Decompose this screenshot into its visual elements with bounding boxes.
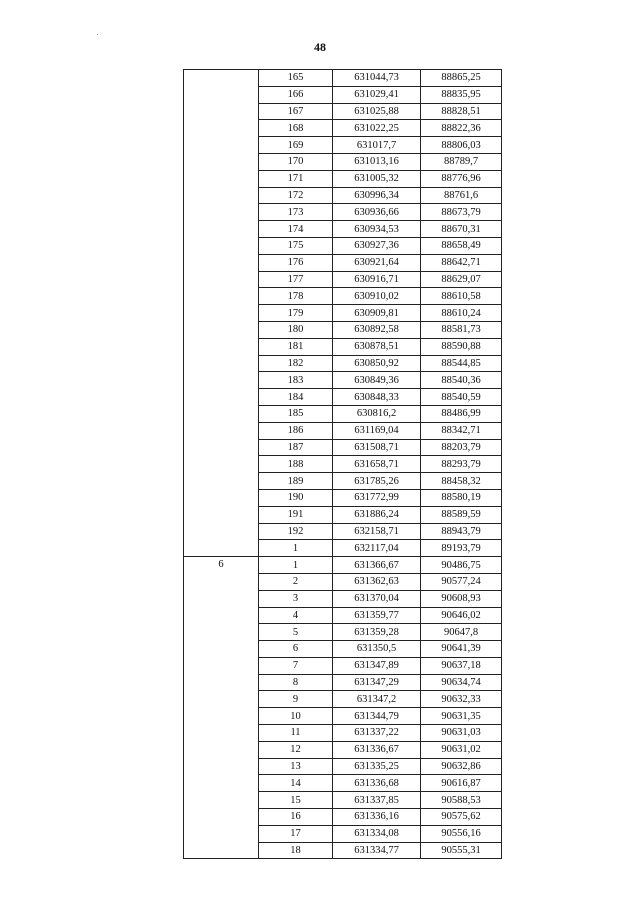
- y-coordinate-cell: 88943,79: [421, 523, 502, 540]
- x-coordinate-cell: 631334,77: [333, 842, 421, 859]
- x-coordinate-cell: 630921,64: [333, 254, 421, 271]
- x-coordinate-cell: 631347,29: [333, 674, 421, 691]
- x-coordinate-cell: 631785,26: [333, 473, 421, 490]
- point-number-cell: 178: [259, 288, 333, 305]
- point-number-cell: 6: [259, 641, 333, 658]
- point-number-cell: 177: [259, 271, 333, 288]
- page-number: 48: [314, 40, 326, 54]
- x-coordinate-cell: 630816,2: [333, 405, 421, 422]
- point-number-cell: 11: [259, 725, 333, 742]
- y-coordinate-cell: 88458,32: [421, 473, 502, 490]
- x-coordinate-cell: 630850,92: [333, 355, 421, 372]
- x-coordinate-cell: 631336,67: [333, 741, 421, 758]
- point-number-cell: 179: [259, 305, 333, 322]
- point-number-cell: 171: [259, 170, 333, 187]
- y-coordinate-cell: 88761,6: [421, 187, 502, 204]
- point-number-cell: 191: [259, 506, 333, 523]
- point-number-cell: 192: [259, 523, 333, 540]
- y-coordinate-cell: 90577,24: [421, 573, 502, 590]
- x-coordinate-cell: 631337,22: [333, 725, 421, 742]
- y-coordinate-cell: 90631,03: [421, 725, 502, 742]
- x-coordinate-cell: 631336,16: [333, 809, 421, 826]
- y-coordinate-cell: 88203,79: [421, 439, 502, 456]
- point-number-cell: 167: [259, 103, 333, 120]
- point-number-cell: 3: [259, 590, 333, 607]
- x-coordinate-cell: 631334,08: [333, 825, 421, 842]
- y-coordinate-cell: 90575,62: [421, 809, 502, 826]
- y-coordinate-cell: 88642,71: [421, 254, 502, 271]
- y-coordinate-cell: 88822,36: [421, 120, 502, 137]
- point-number-cell: 175: [259, 237, 333, 254]
- y-coordinate-cell: 88540,36: [421, 372, 502, 389]
- x-coordinate-cell: 631366,67: [333, 557, 421, 574]
- x-coordinate-cell: 630916,71: [333, 271, 421, 288]
- y-coordinate-cell: 90634,74: [421, 674, 502, 691]
- x-coordinate-cell: 631362,63: [333, 573, 421, 590]
- point-number-cell: 16: [259, 809, 333, 826]
- x-coordinate-cell: 630936,66: [333, 204, 421, 221]
- x-coordinate-cell: 631025,88: [333, 103, 421, 120]
- point-number-cell: 183: [259, 372, 333, 389]
- y-coordinate-cell: 90641,39: [421, 641, 502, 658]
- x-coordinate-cell: 631886,24: [333, 506, 421, 523]
- point-number-cell: 4: [259, 607, 333, 624]
- point-number-cell: 13: [259, 758, 333, 775]
- point-number-cell: 182: [259, 355, 333, 372]
- y-coordinate-cell: 90646,02: [421, 607, 502, 624]
- point-number-cell: 189: [259, 473, 333, 490]
- point-number-cell: 190: [259, 489, 333, 506]
- point-number-cell: 172: [259, 187, 333, 204]
- x-coordinate-cell: 631029,41: [333, 86, 421, 103]
- point-number-cell: 12: [259, 741, 333, 758]
- x-coordinate-cell: 631017,7: [333, 137, 421, 154]
- y-coordinate-cell: 90616,87: [421, 775, 502, 792]
- point-number-cell: 174: [259, 221, 333, 238]
- y-coordinate-cell: 88865,25: [421, 70, 502, 87]
- point-number-cell: 7: [259, 657, 333, 674]
- y-coordinate-cell: 88544,85: [421, 355, 502, 372]
- y-coordinate-cell: 88610,24: [421, 305, 502, 322]
- y-coordinate-cell: 90588,53: [421, 792, 502, 809]
- point-number-cell: 176: [259, 254, 333, 271]
- y-coordinate-cell: 90637,18: [421, 657, 502, 674]
- point-number-cell: 185: [259, 405, 333, 422]
- point-number-cell: 169: [259, 137, 333, 154]
- y-coordinate-cell: 90555,31: [421, 842, 502, 859]
- y-coordinate-cell: 88581,73: [421, 321, 502, 338]
- point-number-cell: 181: [259, 338, 333, 355]
- y-coordinate-cell: 88658,49: [421, 237, 502, 254]
- x-coordinate-cell: 631337,85: [333, 792, 421, 809]
- y-coordinate-cell: 88828,51: [421, 103, 502, 120]
- y-coordinate-cell: 90486,75: [421, 557, 502, 574]
- x-coordinate-cell: 631169,04: [333, 422, 421, 439]
- point-number-cell: 15: [259, 792, 333, 809]
- x-coordinate-cell: 631359,77: [333, 607, 421, 624]
- x-coordinate-cell: 631508,71: [333, 439, 421, 456]
- x-coordinate-cell: 631347,2: [333, 691, 421, 708]
- y-coordinate-cell: 89193,79: [421, 540, 502, 557]
- x-coordinate-cell: 631359,28: [333, 624, 421, 641]
- point-number-cell: 188: [259, 456, 333, 473]
- point-number-cell: 5: [259, 624, 333, 641]
- x-coordinate-cell: 630892,58: [333, 321, 421, 338]
- y-coordinate-cell: 90632,33: [421, 691, 502, 708]
- x-coordinate-cell: 632158,71: [333, 523, 421, 540]
- y-coordinate-cell: 88776,96: [421, 170, 502, 187]
- point-number-cell: 184: [259, 389, 333, 406]
- y-coordinate-cell: 90632,86: [421, 758, 502, 775]
- x-coordinate-cell: 632117,04: [333, 540, 421, 557]
- coordinates-table-body: [184, 70, 502, 859]
- y-coordinate-cell: 88629,07: [421, 271, 502, 288]
- point-number-cell: 1: [259, 557, 333, 574]
- point-number-cell: 14: [259, 775, 333, 792]
- y-coordinate-cell: 88342,71: [421, 422, 502, 439]
- scan-speck: [97, 34, 98, 35]
- point-number-cell: 168: [259, 120, 333, 137]
- y-coordinate-cell: 88540,59: [421, 389, 502, 406]
- x-coordinate-cell: 631335,25: [333, 758, 421, 775]
- y-coordinate-cell: 88590,88: [421, 338, 502, 355]
- x-coordinate-cell: 631370,04: [333, 590, 421, 607]
- x-coordinate-cell: 631344,79: [333, 708, 421, 725]
- y-coordinate-cell: 88293,79: [421, 456, 502, 473]
- y-coordinate-cell: 88670,31: [421, 221, 502, 238]
- x-coordinate-cell: 631658,71: [333, 456, 421, 473]
- y-coordinate-cell: 88589,59: [421, 506, 502, 523]
- x-coordinate-cell: 631013,16: [333, 153, 421, 170]
- y-coordinate-cell: 90556,16: [421, 825, 502, 842]
- y-coordinate-cell: 88610,58: [421, 288, 502, 305]
- point-number-cell: 165: [259, 70, 333, 87]
- point-number-cell: 186: [259, 422, 333, 439]
- x-coordinate-cell: 631044,73: [333, 70, 421, 87]
- point-number-cell: 9: [259, 691, 333, 708]
- point-number-cell: 1: [259, 540, 333, 557]
- point-number-cell: 170: [259, 153, 333, 170]
- point-number-cell: 173: [259, 204, 333, 221]
- point-number-cell: 166: [259, 86, 333, 103]
- table-row: [184, 557, 502, 574]
- x-coordinate-cell: 631347,89: [333, 657, 421, 674]
- y-coordinate-cell: 90647,8: [421, 624, 502, 641]
- x-coordinate-cell: 631772,99: [333, 489, 421, 506]
- y-coordinate-cell: 88835,95: [421, 86, 502, 103]
- point-number-cell: 17: [259, 825, 333, 842]
- point-number-cell: 187: [259, 439, 333, 456]
- x-coordinate-cell: 631350,5: [333, 641, 421, 658]
- point-number-cell: 2: [259, 573, 333, 590]
- y-coordinate-cell: 88580,19: [421, 489, 502, 506]
- y-coordinate-cell: 88806,03: [421, 137, 502, 154]
- x-coordinate-cell: 631336,68: [333, 775, 421, 792]
- y-coordinate-cell: 88789,7: [421, 153, 502, 170]
- x-coordinate-cell: 630849,36: [333, 372, 421, 389]
- x-coordinate-cell: 631022,25: [333, 120, 421, 137]
- x-coordinate-cell: 630927,36: [333, 237, 421, 254]
- x-coordinate-cell: 630910,02: [333, 288, 421, 305]
- y-coordinate-cell: 90631,02: [421, 741, 502, 758]
- y-coordinate-cell: 90608,93: [421, 590, 502, 607]
- y-coordinate-cell: 88486,99: [421, 405, 502, 422]
- block-label-cell: [184, 70, 259, 557]
- point-number-cell: 180: [259, 321, 333, 338]
- point-number-cell: 18: [259, 842, 333, 859]
- table-row: [184, 70, 502, 87]
- point-number-cell: 10: [259, 708, 333, 725]
- block-label-cell: 6: [184, 557, 259, 859]
- x-coordinate-cell: 630878,51: [333, 338, 421, 355]
- x-coordinate-cell: 630934,53: [333, 221, 421, 238]
- x-coordinate-cell: 630848,33: [333, 389, 421, 406]
- coordinates-table: [183, 69, 502, 859]
- x-coordinate-cell: 630996,34: [333, 187, 421, 204]
- x-coordinate-cell: 631005,32: [333, 170, 421, 187]
- x-coordinate-cell: 630909,81: [333, 305, 421, 322]
- y-coordinate-cell: 90631,35: [421, 708, 502, 725]
- y-coordinate-cell: 88673,79: [421, 204, 502, 221]
- point-number-cell: 8: [259, 674, 333, 691]
